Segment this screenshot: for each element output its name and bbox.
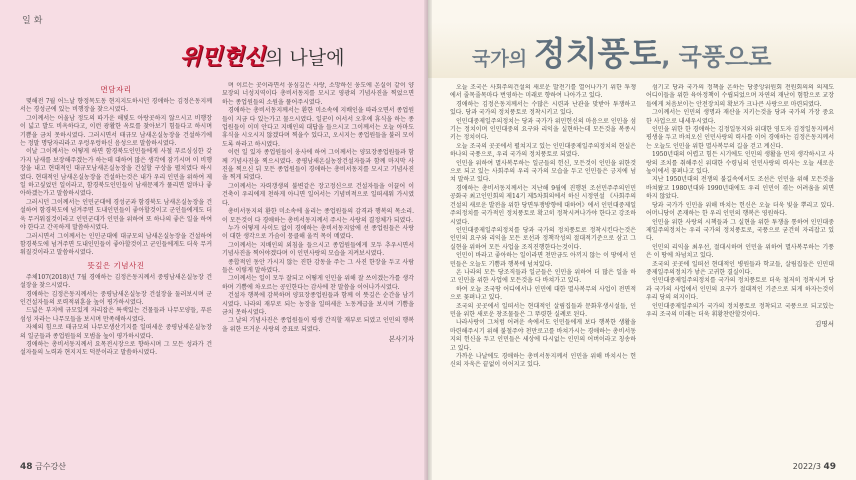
right-column-2 [646,84,834,454]
paragraph: 이날 그이께서는 어떻게 하면 함경북도인민들에게 사철 푸르싱싱한 갖가지 남새를 보장해주겠는가 하는데 대하여 많은 생각에 잠기시며 이 비행장을 내고 현대적인 대규모남새온실농장을 건설할 구상을 펼치였다 하시였다. 현대적인 남새온실농장을 건설하는것은 내가 우리 인민을 위하여 제일 하고싶었던 일이라고, 함경북도인민들이 남새문제가 풀리면 얼마나 좋아하겠는가고 말씀하시였다. [20,148,212,198]
paragraph: 인민을 위한 사랑의 시책들과 그 실현을 위한 투쟁을 통하여 인민대중제일주의정치는 우리 국가의 정치풍토로, 국풍으로 굳건히 자리잡고 있다. [646,218,834,243]
paragraph: 오늘 조국의 곳곳에서 펼쳐지고 있는 인민대중제일주의정치의 현실은 하나의 국풍으로, 우리 국가의 정치풍토로 되였다. [450,142,636,159]
subhead-photo: 뜻깊은 기념사진 [87,260,145,270]
paragraph: 그이께서는 일이 모두 잘되고 어떻게 인민을 위해 잘 쓰이겠는가를 생각하며 기쁨에 차오르는 공인한다는 감사에 찬 말씀을 이어나가시였다. [222,275,414,291]
paragraph: 오늘 조국은 사회주의건설의 새로운 발전기를 열어나가기 위한 투쟁에서 줄목줄목마다 번영하는 미래로 향하여 나아가고 있다. [450,84,636,100]
paragraph: 인민을 위한 한 경애하는 김정일동지와 위대한 영도자 김정일동지께서 평생을 두고 바쳐오신 인민사랑의 력사를 이어 경애하는 김정은동지께서는 오늘도 인민을 위한 멸사복무의 길을 걷고 계신다. [646,126,834,150]
spine-gutter [424,0,432,480]
paragraph: 며 이르는 곳이라면서 웅심깊은 사랑, 소망하신 웅도에 온실이 같이 양묘장의 너성지역이다 총비서동지를 모시고 영광의 기념사진을 찍었으면 하는 종업원들의 소원을 풀어주시였다. [222,82,414,106]
paragraph: 섬기고 당과 국가의 정책을 온하는 당중앙위원회 전원회의의 의제도 어디이들을 위한 육아정책이 수립되었으며 자연의 재난이 험함으로 교장들에게 처음보이는 안전장치의 확보가 크나큰 사랑으로 마련되였다. [646,84,834,108]
paragraph: 지난 1950년대의 전쟁의 불길속에서도 조선은 인민을 위해 모든것을 바쳐왔고 1980년대와 1990년대에도 우리 인민이 겪는 어려움을 외면하지 않았다. [646,176,834,201]
title-part-c: , 국풍으로 [661,43,772,71]
right-article-title [472,28,771,75]
byline: 본사기자 [388,335,414,344]
paragraph: 경애하는 총비서동지께서 요목전시장으로 향하시며 그 모든 성과가 건설자들의 노력과 현지지도 덕분이라고 말씀하시였다. [20,340,212,357]
right-column-1 [450,84,636,454]
paragraph: 그이께서는 자력갱생의 불변같은 장고정신으로 건설자들을 이끌어 이 건축이 우리에게 천하게 아니면 일어서는 기념비적으로 일떠세워 가시였다. [222,182,414,207]
title-part-a: 국가의 [472,48,534,70]
left-article-title [180,40,344,71]
paragraph: 인민대중제일주의가 국가의 정치풍토로 정착되고 국풍으로 되고있는 우리 조국의 미래는 더욱 휘황찬란할것이다. [646,302,834,318]
byline: 김명서 [815,320,834,329]
paragraph: 그 날의 기념사진은 종업원들이 평생 간직할 재부로 되였고 인민의 행복을 위한 뜨거운 사랑의 증표로 되였다. [222,317,414,333]
paragraph: 가까운 나날에도 경애하는 총비서동지께서 인민을 위해 바치시는 헌신의 자욱은 끝없이 이어지고 있다. [450,353,636,369]
paragraph: 경애하는 총비서동지께서는 환한 미소속에 지배인을 따라오면서 종업원들이 지금 다 있는가고 물으시였다. 일꾼이 어서서 오후에 휴식을 하는 종업원들이 이미 안다고 지배인의 대답을 들으시고 그이께서는 오늘 아마도 휴식을 시오시지 않겠다며 찍을수 있다고, 오시지는 종업원들을 불러 모이도록 하라고 하시였다. [222,107,414,148]
paragraph: 인민이 바라고 좋아하는 일이라면 천만금도 아끼지 않는 이 땅에서 인민들은 오늘도 기쁨과 행복에 넘쳐있다. [450,252,636,268]
paragraph: 인민대중제일주의정치를 당과 국가의 정치풍토로 정착시킨다는것은 인민의 요구와 리익을 모든 로선과 정책작성의 절대적기준으로 삼고 그 실현을 위하여 모든 사업을 조직진행한다는것이다. [450,226,636,251]
magazine-name: 금수강산 [35,462,66,471]
page-number: 49 [823,462,836,472]
paragraph: 하여 오늘 조국땅 어디에서나 인민에 대한 멸사복무의 사업이 전면적으로 꽃펴나고 있다. [450,285,636,302]
left-column-2 [222,82,414,454]
paragraph: 경애하는 김정은동지께서는 수많은 시련과 난관을 맞받아 투쟁하고 있다. 당과 국가의 정치풍토로 정착시키고 있다. [450,100,636,117]
paragraph: 주체107(2018)년 7월 경애하는 김정은동지께서 중평남새온실농장 건설장을 찾으시였다. [20,273,212,290]
title-part-b: 정치풍토 [533,34,662,73]
paragraph: 경애하는 총비서동지께서는 지난해 9월에 진행된 조선민주주의인민공화국 최고인민회의 제14기 제5차회의에서 하신 시정연설 《사회주의건설의 새로운 발전을 위한 당면투쟁방향에 대하여》에서 인민대중제일주의정치를 국가적인 정치풍토로 확고히 정착시켜나가야 한다고 강조하시였다. [450,184,636,226]
page-number: 48 [20,462,33,472]
issue-date: 2022/3 [792,462,821,471]
paragraph: 건설자 행복에 감복하며 양묘장종업원들과 함께 이 뜻깊은 순간을 남기시였다. 나라의 재부로 되는 농장을 일떠세운 노동계급을 보시며 기쁨을 금치 못하시였다. [222,292,414,316]
paragraph: 온 나라의 모든 당조직들과 일군들은 인민을 위하여 더 많은 일을 하고 인민을 위한 사업에 모든것을 다 바쳐가고 있다. [450,268,636,285]
left-folio [20,461,66,472]
paragraph: 인민의 리익을 최우선, 절대시하며 인민을 위하여 멸사복무하는 기풍은 이 땅에 차넘치고 있다. [646,243,834,260]
paragraph: 나라사랑이 그처럼 어려운 속에서도 인민들에게 보다 행복한 생활을 마련해주시기 위해 불철주야 천만로고를 바쳐가시는 경애하는 총비서동지의 헌신을 두고 인민들은 세상에 다시없는 인민의 어버이라고 칭송하고 있다. [450,319,636,352]
section-label: 일화 [22,16,46,26]
paragraph: 그러시던 그이께서는 인민군대에 경성군과 함경북도 남새온실농장을 건설하여 함경북도에 넘겨주면 도내인민들이 좋아할것이고 군인들에게도 더욱 무커워질것이라고 인민군대가 인민을 위하여 또 하나의 좋은 일을 하여야 한다고 간곡하게 말씀하시였다. [20,198,212,232]
paragraph: 누가 어떻게 사이도 없이 경애하는 총비서동지앞에 선 종업원들은 사랑이 대한 생각으로 가슴이 뭉클해 울컥 목이 메였다. [222,224,414,241]
paragraph: 드넓은 부지에 규모있게 자리잡은 특색있는 건물들과 나무모양들, 푸른섬성 자라는 나무모들을 보시며 만족해하시였다. [20,307,212,323]
paragraph: 당과 국가가 인민을 위해 바치는 헌신은 오늘 더욱 빛을 뿌리고 있다. 어머니당이 존재하는 한 우리 인민의 행복은 영원하다. [646,201,834,218]
paragraph: 조국의 곳곳에서 일떠서는 현대적인 살림집들과 문화후생시설들, 인민을 위한 새로운 창조물들은 그 뚜렷한 실례로 된다. [450,302,636,318]
paragraph: 자체의 힘으로 태규모의 나무모생산기지를 일떠세운 중평남새온실농장의 일군들과 종업원들의 모범을 높이 평가하시였다. [20,324,212,340]
paragraph: 몇해전 7월 어느날 향정목도동 현지지도하시던 경애하는 김정은동지께서는 경성군에 있는 비행장을 찾으시였다. [20,98,212,114]
paragraph: 인민대중제일주의정치를 국가의 정치풍토로 더욱 철저히 정착시켜 당과 국가의 사업에서 인민의 요구가 절대적인 기준으로 되게 하자는것이 우리 당의 의지이다. [646,277,834,302]
subhead-meeting: 면담자리 [100,85,132,94]
paragraph: 이런 일 있자 종업원들이 웅사에 하여 그이께서는 양묘장종업원들과 함께 기념사진을 찍으시였다. 중평남새온실농장건설자들과 함께 마지막 사진을 찍으신 뒤 모든 종업원들이 경애하는 총비서동지를 모시고 기념사진을 찍게 되였다. [222,149,414,182]
paragraph: 인민대중제일주의정치는 당과 국가가 위민헌신의 마음으로 인민을 섬기는 정치이며 인민대중의 요구와 리익을 실현하는데 모든것을 복종시키는 정치이다. [450,117,636,142]
left-column-1 [20,82,212,454]
paragraph: 그이께서는 인민의 생명과 재산을 지키는것을 당과 국가의 가장 중요한 사업으로 내세우시였다. [646,109,834,125]
right-folio [793,462,836,472]
paragraph: 그러시면서 그이께서는 인민군대에 대규모의 남새온실농장을 건설하여 함경북도에 넘겨주면 도내인민들이 좋아할것이고 군인들에게도 더욱 무커워질것이라고 말씀하시였다. [20,232,212,257]
paragraph: 1950년대의 어렵고 힘든 시기에도 인민의 생활을 먼저 생각하시고 사랑의 조치를 취해주신 위대한 수령님의 인민사랑의 력사는 오늘 새로운 높이에서 꽃펴나고 있다. [646,151,834,176]
paragraph: 종합적인 동안 가시지 않는 진한 감동을 주는 그 사진 한장을 두고 사람들은 이렇게 말하였다. [222,258,414,274]
title-rest: 의 나날에 [265,47,345,69]
title-emphasis: 위민헌신 [180,44,266,70]
right-page [428,0,856,480]
paragraph: 그이께서는 어울남 정도의 따가운 해빛도 아랑곳하지 않으시고 비행장이 넓고 발도 비옥하다고, 이런 광활한 옥토를 찾아보기 힘들다고 하시며 기쁨을 금치 못하시였다. 그러시면서 태규모 남새온실농장을 건설하기에는 정말 명당자리라고 우렁우렁하신 음성으로 말씀하시였다. [20,114,212,148]
paragraph: 조국의 곳곳에 일떠선 현대적인 병원들과 학교들, 살림집들은 인민대중제일주의정치가 낳은 고귀한 결실이다. [646,260,834,276]
paragraph: 인민을 위하여 멸사복무하는 일군들의 헌신, 모든것이 인민을 위한것으로 되고 있는 사회주의 우리 국가의 모습을 두고 인민들은 긍지에 넘쳐 말하고 있다. [450,159,636,184]
paragraph: 경애하는 김정은동지께서는 중평남새온실농장 건설장을 둘러보시며 군인건설자들의 로력적위훈을 높이 평가하시였다. [20,290,212,306]
paragraph: 그이께서는 지배인의 외침을 들으시고 종업원들에게 모두 추우시면서 기념사진을 찍어야겠다며 이 인민사랑의 모습을 지켜보시였다. [222,241,414,258]
paragraph: 총비서동지의 환한 미소속에 울리는 종업원들의 감격과 행복의 목소리. 이 모든것이 다 경애하는 총비서동지께서 주시는 사랑의 결정체가 되였다. [222,208,414,224]
